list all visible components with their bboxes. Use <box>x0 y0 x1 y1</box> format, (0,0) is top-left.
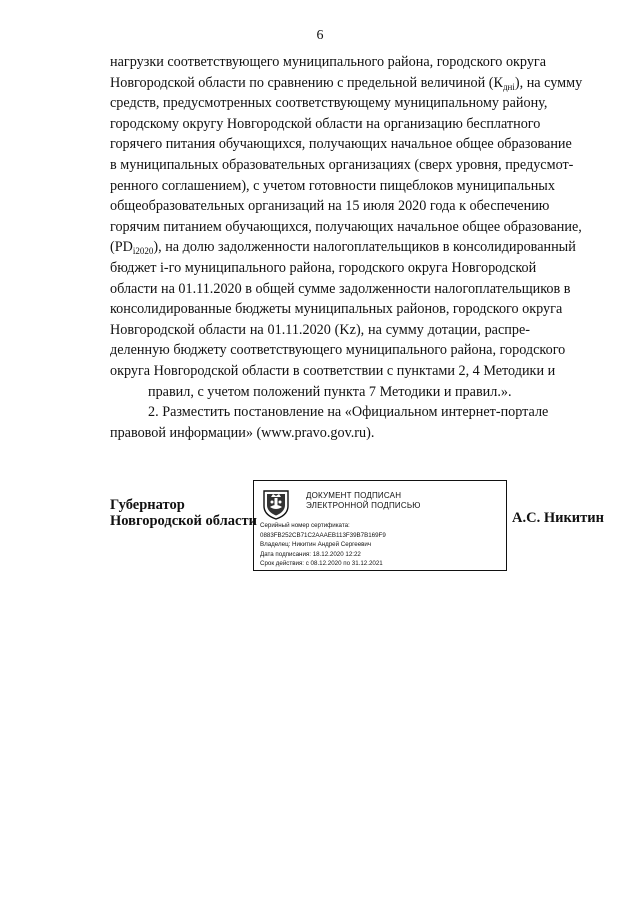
signer-name: А.С. Никитин <box>512 510 604 526</box>
paragraph1-line: Новгородской области по сравнению с предельной величиной $(К_{дні})$, на сумму <box>110 74 583 92</box>
paragraph1-line: округа Новгородской области в соответствии с пунктами 2, 4 Методики и <box>110 362 556 379</box>
paragraph2-line: правовой информации» (www.pravo.gov.ru). <box>110 424 375 441</box>
coat-of-arms-icon <box>261 488 291 520</box>
paragraph1-line: горячим питанием обучающихся, получающих начальное общее образование, <box>110 218 582 235</box>
paragraph1-line: городскому округу Новгородской области на организацию бесплатного <box>110 115 541 132</box>
electronic-signature-stamp <box>253 480 507 571</box>
certificate-serial-value: 0883FB252CB71C2AAAEB113F39B7B169F9 <box>260 531 386 539</box>
paragraph1-line: деленную бюджету соответствующего муниципального района, городского <box>110 342 566 359</box>
stamp-heading: ДОКУМЕНТ ПОДПИСАН ЭЛЕКТРОННОЙ ПОДПИСЬЮ <box>306 491 421 510</box>
paragraph1-line: общеобразовательных организаций на 15 июля 2020 года к обеспечению <box>110 198 550 215</box>
k-subscript: дні <box>502 81 515 92</box>
paragraph1-line: $(PD_{i2020})$, на долю задолженности налогоплательщиков в консолидированный <box>110 239 576 257</box>
paragraph2-line: 2. Разместить постановление на «Официальном интернет-портале <box>148 404 549 421</box>
paragraph1-line: Новгородской области на 01.11.2020 (Kz), на сумму дотации, распре- <box>110 321 530 338</box>
paragraph1-last-line: правил, с учетом положений пункта 7 Методики и правил.». <box>148 383 512 400</box>
paragraph1-line: ренного соглашением), с учетом готовности пищеблоков муниципальных <box>110 177 555 194</box>
certificate-serial-label: Серийный номер сертификата: <box>260 522 350 529</box>
signer-title: Губернатор Новгородской области <box>110 497 257 529</box>
certificate-validity: Срок действия: с 08.12.2020 по 31.12.2021 <box>260 560 383 568</box>
paragraph1-line: области на 01.11.2020 в общей сумме задолженности налогоплательщиков в <box>110 280 571 297</box>
stamp-details <box>260 521 386 569</box>
paragraph1-line: в муниципальных образовательных организациях (сверх уровня, предусмот- <box>110 156 574 173</box>
page-number: 6 <box>316 28 324 43</box>
pd-subscript: i2020 <box>132 246 154 257</box>
paragraph1-line: горячего питания обучающихся, получающих начальное общее образование <box>110 136 572 153</box>
paragraph1-line: консолидированные бюджеты муниципальных районов, городского округа <box>110 301 563 318</box>
paragraph1-line: бюджет i-го муниципального района, городского округа Новгородской <box>110 259 537 276</box>
certificate-owner: Владелец: Никитин Андрей Сергеевич <box>260 541 372 549</box>
paragraph1-line: нагрузки соответствующего муниципального района, городского округа <box>110 54 547 70</box>
signing-date: Дата подписания: 18.12.2020 12:22 <box>260 550 361 558</box>
body-text <box>110 52 583 443</box>
paragraph1-line: средств, предусмотренных соответствующему муниципальному району, <box>110 95 548 112</box>
